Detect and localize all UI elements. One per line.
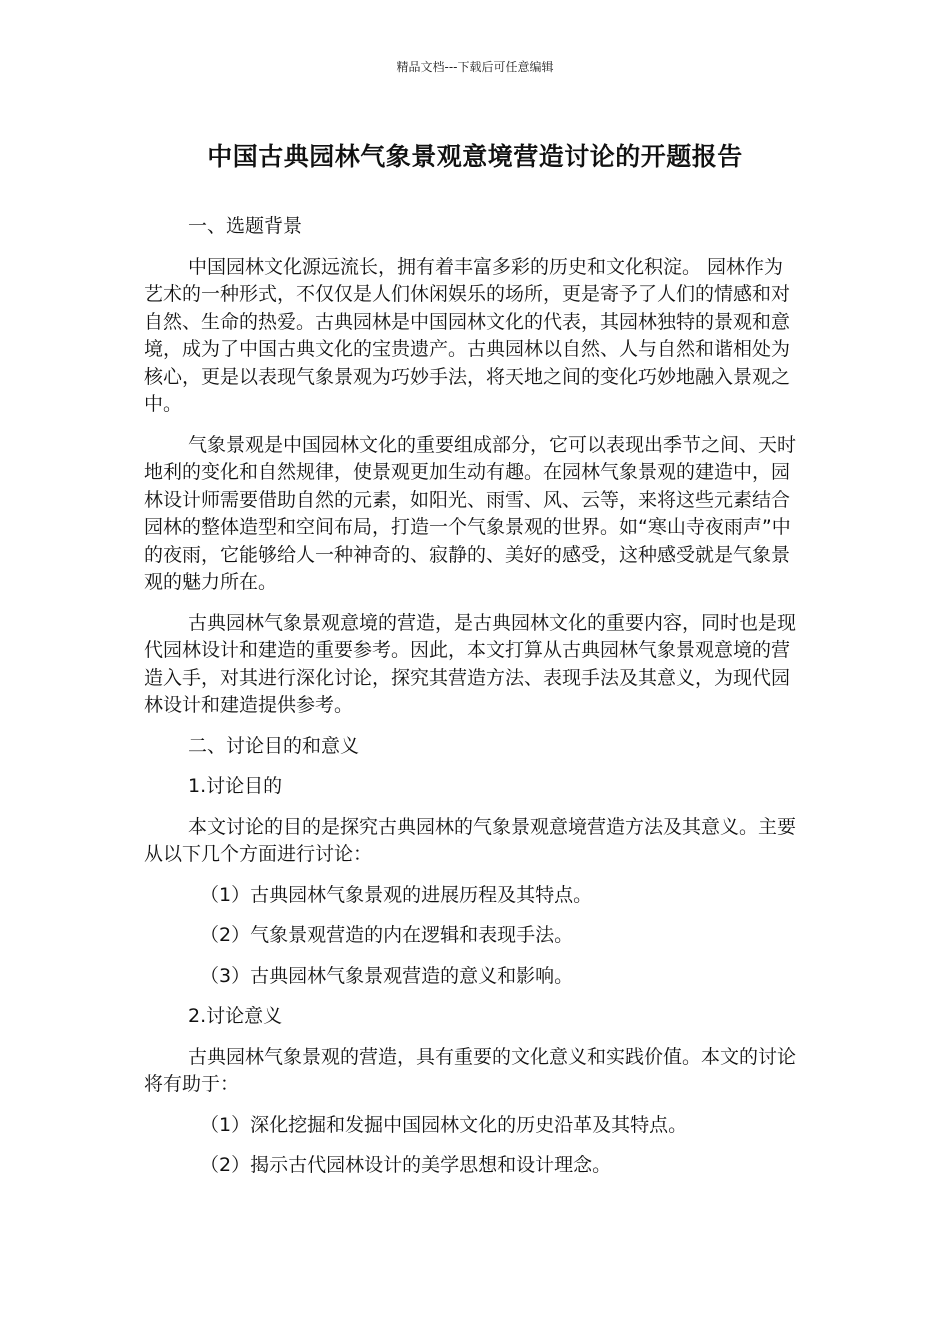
subsection-heading-purpose: 1.讨论目的: [188, 775, 283, 797]
list-item-aim-3: （3）古典园林气象景观营造的意义和影响。: [200, 964, 574, 987]
section-heading-purpose-significance: 二、讨论目的和意义: [188, 734, 360, 757]
document-body: [144, 213, 800, 1193]
paragraph-background-1: 中国园林文化源远流长，拥有着丰富多彩的历史和文化积淀。 园林作为艺术的一种形式，不仅仅是人们休闲娱乐的场所，更是寄予了人们的情感和对自然、生命的热爱。古典园林是中国园林文化的代表，其园林独特的景观和意境，成为了中国古典文化的宝贵遗产。古典园林以自然、人与自然和谐相处为核心，更是以表现气象景观为巧妙手法，将天地之间的变化巧妙地融入景观之中。: [144, 255, 791, 415]
list-item-aim-2: （2）气象景观营造的内在逻辑和表现手法。: [200, 924, 574, 946]
list-item-significance-2: （2）揭示古代园林设计的美学思想和设计理念。: [200, 1154, 612, 1176]
paragraph-background-3: 古典园林气象景观意境的营造，是古典园林文化的重要内容，同时也是现代园林设计和建造的重要参考。因此，本文打算从古典园林气象景观意境的营造入手，对其进行深化讨论，探究其营造方法、表现手法及其意义，为现代园林设计和建造提供参考。: [144, 611, 797, 716]
paragraph-significance: 古典园林气象景观的营造，具有重要的文化意义和实践价值。本文的讨论将有助于：: [144, 1045, 797, 1095]
document-title: 中国古典园林气象景观意境营造讨论的开题报告: [207, 142, 743, 171]
paragraph-purpose: 本文讨论的目的是探究古典园林的气象景观意境营造方法及其意义。主要从以下几个方面进行讨论：: [144, 815, 797, 865]
section-heading-background: 一、选题背景: [188, 215, 303, 237]
subsection-heading-significance: 2.讨论意义: [188, 1005, 283, 1027]
list-item-significance-1: （1）深化挖掘和发掘中国园林文化的历史沿革及其特点。: [200, 1113, 688, 1136]
list-item-aim-1: （1）古典园林气象景观的进展历程及其特点。: [200, 883, 593, 906]
page-header: 精品文档---下载后可任意编辑: [396, 60, 554, 74]
paragraph-background-2: 气象景观是中国园林文化的重要组成部分，它可以表现出季节之间、天时地利的变化和自然规律，使景观更加生动有趣。在园林气象景观的建造中，园林设计师需要借助自然的元素，如阳光、雨雪、风、云等，来将这些元素结合园林的整体造型和空间布局，打造一个气象景观的世界。如“寒山寺夜雨声”中的夜雨，它能够给人一种神奇的、寂静的、美好的感受，这种感受就是气象景观的魅力所在。: [144, 433, 797, 593]
